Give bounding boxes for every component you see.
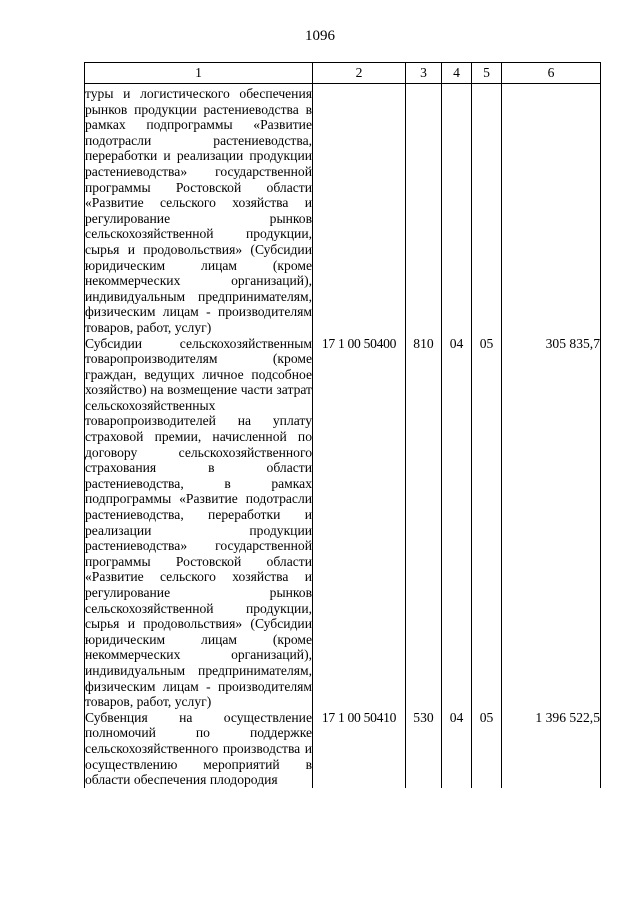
header-col-4: 4	[442, 63, 472, 84]
header-col-6: 6	[502, 63, 601, 84]
row-code: 17 1 00 50410	[313, 710, 406, 788]
row-code: 17 1 00 50400	[313, 336, 406, 710]
header-col-3: 3	[406, 63, 442, 84]
row-pr: 05	[472, 710, 502, 788]
row-amount	[502, 84, 601, 336]
row-description: Субсидии сельскохозяйственным товаропроизводителям (кроме граждан, ведущих личное подсобное хозяйство) на возмещение части затрат сельскохозяйственных товаропроизводителей на уплату страховой премии, начисленной по договору сельскохозяйственного страхования в области растениеводства, в рамках подпрограммы «Развитие подотрасли растениеводства, переработки и реализации продукции растениеводства» государственной программы Ростовской области «Развитие сельского хозяйства и регулирование рынков сельскохозяйственной продукции, сырья и продовольствия» (Субсидии юридическим лицам (кроме некоммерческих организаций), индивидуальным предпринимателям, физическим лицам - производителям товаров, работ, услуг)	[85, 335, 312, 710]
row-vr: 810	[406, 336, 442, 710]
header-col-1: 1	[85, 63, 313, 84]
row-rz: 04	[442, 710, 472, 788]
table-row	[85, 710, 601, 788]
row-code	[313, 84, 406, 336]
header-col-2: 2	[313, 63, 406, 84]
row-vr: 530	[406, 710, 442, 788]
table-row	[85, 84, 601, 336]
row-description: Субвенция на осуществление полномочий по поддержке сельскохозяйственного производства и осуществлению мероприятий в области обеспечения плодородия	[85, 709, 312, 788]
row-rz	[442, 84, 472, 336]
row-pr: 05	[472, 336, 502, 710]
row-pr	[472, 84, 502, 336]
row-amount: 1 396 522,5	[502, 710, 601, 788]
header-col-5: 5	[472, 63, 502, 84]
table-header-row	[85, 63, 601, 84]
row-vr	[406, 84, 442, 336]
row-rz: 04	[442, 336, 472, 710]
table-row	[85, 336, 601, 710]
page-number: 1096	[305, 28, 335, 44]
row-amount: 305 835,7	[502, 336, 601, 710]
budget-table	[84, 62, 601, 788]
row-description: туры и логистического обеспечения рынков продукции растениеводства в рамках подпрограммы «Развитие подотрасли растениеводства, переработки и реализации продукции растениеводства» государственной программы Ростовской области «Развитие сельского хозяйства и регулирование рынков сельскохозяйственной продукции, сырья и продовольствия» (Субсидии юридическим лицам (кроме некоммерческих организаций), индивидуальным предпринимателям, физическим лицам - производителям товаров, работ, услуг)	[85, 84, 313, 336]
